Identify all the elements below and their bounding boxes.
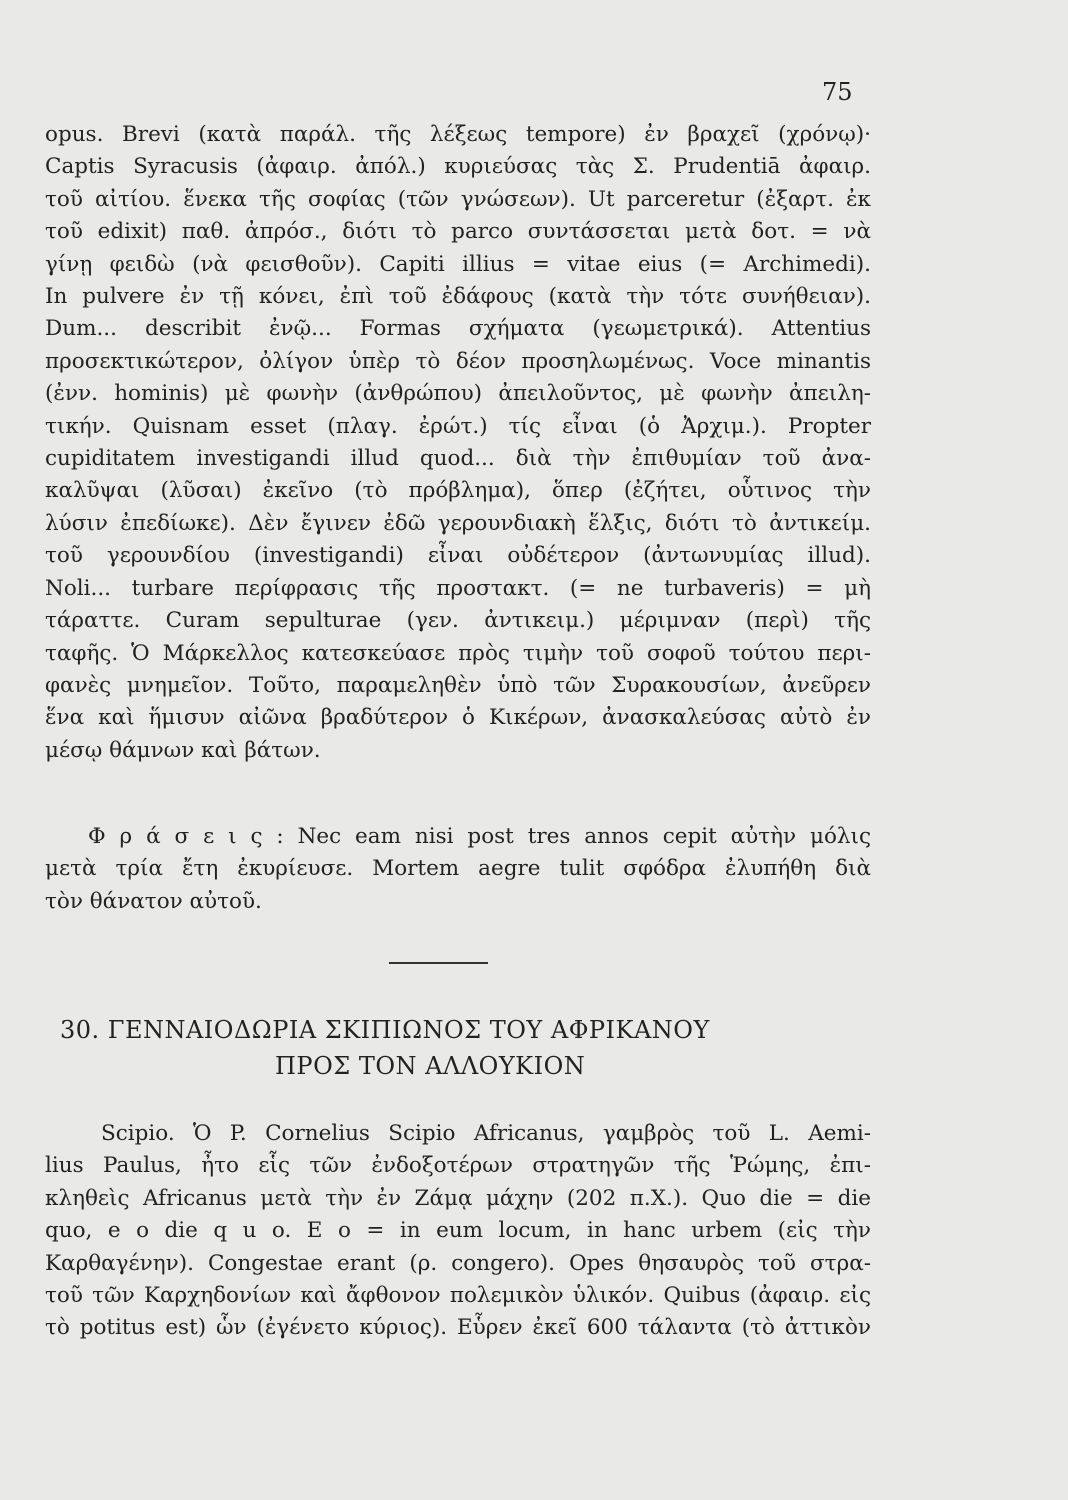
text-line: τὸ potitus est) ὧν (ἐγένετο κύριος). Εὗρεν ἐκεῖ 600 τάλαντα (τὸ ἀττικὸν xyxy=(45,1315,871,1341)
text-line: μετὰ τρία ἔτη ἐκυρίευσε. Mortem aegre tulit σφόδρα ἐλυπήθη διὰ xyxy=(45,856,871,882)
text-line: τὸν θάνατον αὐτοῦ. xyxy=(45,888,262,914)
text-line: φανὲς μνημεῖον. Τοῦτο, παραμεληθὲν ὑπὸ τῶν Συρακουσίων, ἀνεῦρεν xyxy=(45,672,871,698)
text-line: τοῦ γερουνδίου (investigandi) εἶναι οὐδέτερον (ἀντωνυμίας illud). xyxy=(45,543,871,569)
section-subtitle: ΠΡΟΣ ΤΟΝ ΑΛΛΟΥΚΙΟΝ xyxy=(275,1052,586,1080)
text-line: Noli... turbare περίφρασις τῆς προστακτ. (= ne turbaveris) = μὴ xyxy=(45,575,871,601)
text-line: Φ ρ ά σ ε ι ς : Nec eam nisi post tres annos cepit αὐτὴν μόλις xyxy=(88,824,871,849)
text-line: κληθεὶς Africanus μετὰ τὴν ἐν Ζάμᾳ μάχην (202 π.Χ.). Quo die = die xyxy=(45,1185,871,1211)
paragraph-notes xyxy=(45,119,871,767)
text-line: cupiditatem investigandi illud quod... διὰ τὴν ἐπιθυμίαν τοῦ ἀνα- xyxy=(45,446,871,472)
text-line: (ἐνν. hominis) μὲ φωνὴν (ἀνθρώπου) ἀπειλοῦντος, μὲ φωνὴν ἀπειλη- xyxy=(45,381,871,407)
text-line: ἕνα καὶ ἥμισυν αἰῶνα βραδύτερον ὁ Κικέρων, ἀνασκαλεύσας αὐτὸ ἐν xyxy=(45,705,871,731)
text-line: Καρθαγένην). Congestae erant (ρ. congero). Opes θησαυρὸς τοῦ στρα- xyxy=(45,1250,871,1276)
text-line: προσεκτικώτερον, ὀλίγον ὑπὲρ τὸ δέον προσηλωμένως. Voce minantis xyxy=(45,348,871,374)
text-line: τοῦ τῶν Καρχηδονίων καὶ ἄφθονον πολεμικὸν ὑλικόν. Quibus (ἀφαιρ. εἰς xyxy=(45,1283,871,1309)
text-line: τάραττε. Curam sepulturae (γεν. ἀντικειμ.) μέριμναν (περὶ) τῆς xyxy=(45,608,871,634)
text-line: τοῦ edixit) παθ. ἀπρόσ., διότι τὸ parco συντάσσεται μετὰ δοτ. = νὰ xyxy=(45,219,871,245)
text-line: μέσῳ θάμνων καὶ βάτων. xyxy=(45,737,321,763)
text-line: Scipio. Ὁ P. Cornelius Scipio Africanus, γαμβρὸς τοῦ L. Aemi- xyxy=(101,1121,871,1146)
text-line: τικήν. Quisnam esset (πλαγ. ἐρώτ.) τίς εἶναι (ὁ Ἀρχιμ.). Propter xyxy=(45,413,871,439)
paragraph-section xyxy=(45,1118,871,1345)
text-line: λύσιν ἐπεδίωκε). Δὲν ἔγινεν ἐδῶ γερουνδιακὴ ἕλξις, διότι τὸ ἀντικείμ. xyxy=(45,510,871,536)
text-line: In pulvere ἐν τῇ κόνει, ἐπὶ τοῦ ἐδάφους (κατὰ τὴν τότε συνήθειαν). xyxy=(45,284,871,310)
text-line: lius Paulus, ἦτο εἷς τῶν ἐνδοξοτέρων στρατηγῶν τῆς Ῥώμης, ἐπι- xyxy=(45,1153,871,1179)
text-line: quo, e o die q u o. E o = in eum locum, in hanc urbem (εἰς τὴν xyxy=(45,1218,871,1244)
text-line: Captis Syracusis (ἀφαιρ. ἀπόλ.) κυριεύσας τὰς Σ. Prudentiā ἀφαιρ. xyxy=(45,154,871,180)
page-number: 75 xyxy=(822,78,853,106)
paragraph-phrases xyxy=(45,821,871,918)
text-line: τοῦ αἰτίου. ἕνεκα τῆς σοφίας (τῶν γνώσεων). Ut parceretur (ἐξαρτ. ἐκ xyxy=(45,186,871,212)
text-line: Dum... describit ἐνῷ... Formas σχήματα (γεωμετρικά). Attentius xyxy=(45,316,871,342)
text-line: καλῦψαι (λῦσαι) ἐκεῖνο (τὸ πρόβλημα), ὅπερ (ἐζήτει, οὗτινος τὴν xyxy=(45,478,871,504)
text-line: ταφῆς. Ὁ Μάρκελλος κατεσκεύασε πρὸς τιμὴν τοῦ σοφοῦ τούτου περι- xyxy=(45,640,871,666)
text-line: γίνῃ φειδὼ (νὰ φεισθοῦν). Capiti illius = vitae eius (= Archimedi). xyxy=(45,251,871,277)
section-divider xyxy=(389,962,488,964)
section-title: 30. ΓΕΝΝΑΙΟΔΩΡΙΑ ΣΚΙΠΙΩΝΟΣ ΤΟΥ ΑΦΡΙΚΑΝΟΥ xyxy=(60,1016,710,1044)
text-line: opus. Brevi (κατὰ παράλ. τῆς λέξεως tempore) ἐν βραχεῖ (χρόνῳ)· xyxy=(45,122,871,147)
